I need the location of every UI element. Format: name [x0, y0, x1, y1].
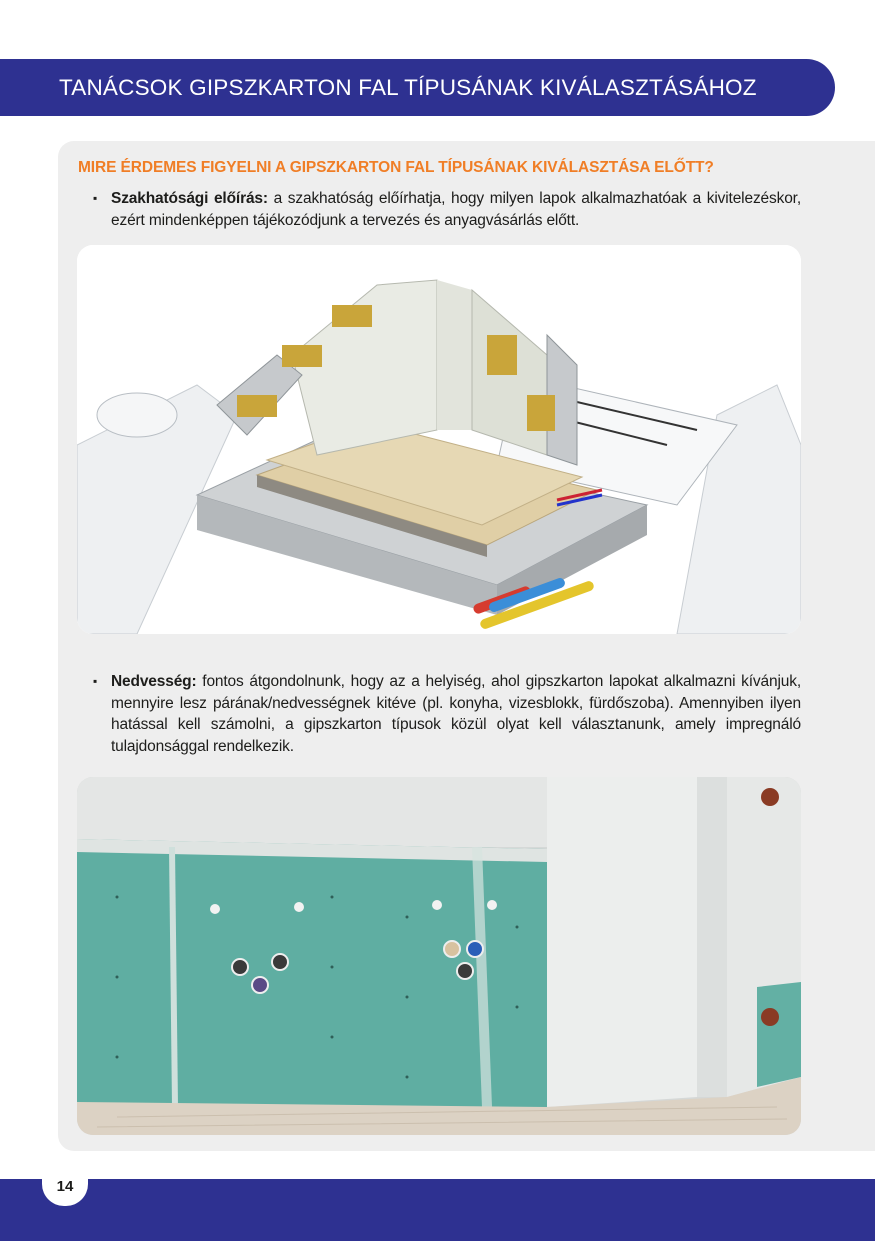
bullet-term: Nedvesség: [111, 673, 197, 690]
bullet-text [111, 671, 801, 757]
bullet-text [111, 188, 801, 231]
bullet-body: a szakhatóság előírhatja, hogy milyen lapok alkalmazhatóak a kivitelezéskor, ezért mindenképpen tájékozódjunk a tervezés és anyagvásárlás előtt. [111, 190, 801, 229]
page-title: TANÁCSOK GIPSZKARTON FAL TÍPUSÁNAK KIVÁLASZTÁSÁHOZ [59, 74, 757, 100]
bullet-moisture [93, 671, 801, 757]
building-cross-section-image [77, 245, 801, 634]
bullet-regulation [93, 188, 801, 231]
footer-bar [0, 1179, 875, 1241]
green-drywall-room-image [77, 777, 801, 1135]
page-number: 14 [42, 1166, 88, 1206]
section-heading: MIRE ÉRDEMES FIGYELNI A GIPSZKARTON FAL TÍPUSÁNAK KIVÁLASZTÁSA ELŐTT? [78, 159, 714, 176]
bullet-marker: ▪ [93, 191, 98, 205]
bullet-term: Szakhatósági előírás: [111, 190, 268, 207]
bullet-body: fontos átgondolnunk, hogy az a helyiség, ahol gipszkarton lapokat alkalmazni kívánjuk, mennyire lesz párának/nedvességnek kitéve (pl. konyha, vizesblokk, fürdőszoba). Amennyiben ilyen hatással kell számolni, a gipszkarton típusok közül olyat kell választanunk, amely impregnáló tulajdonsággal rendelkezik. [111, 673, 801, 755]
building-model-illustration [77, 245, 801, 634]
drywall-room-photo [77, 777, 801, 1135]
bullet-marker: ▪ [93, 674, 98, 688]
header-bar [0, 59, 835, 116]
